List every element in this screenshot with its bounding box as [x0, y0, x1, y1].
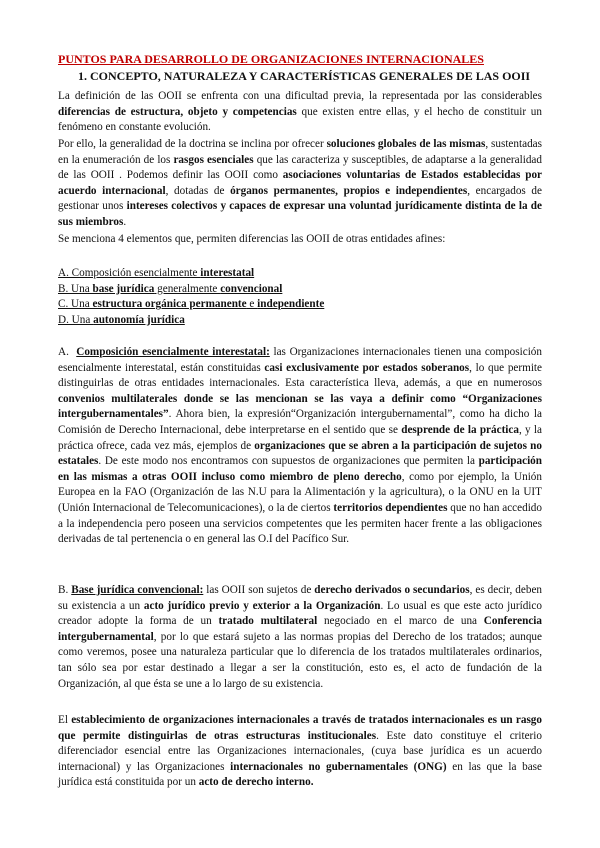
list-item: C. Una estructura orgánica permanente e independiente	[58, 298, 325, 311]
list-item: A. Composición esencialmente interestatal	[58, 267, 255, 279]
section-b: B. Base jurídica convencional: las OOII son sujetos de derecho derivados o secundarios, es decir, deben su existencia a un acto jurídico previo y exterior a la Organización. Lo usual es que este acto jurídico creador adopte la forma de un tratado multilateral negociado en el marco de una Conferencia intergubernamental, por lo que estará sujeto a las normas propias del Derecho de los tratados; aunque como veremos, posee una naturaleza particular que lo diferencia de los tratados multilaterales ordinarios, tan sólo sea por estar destinado a llegar a ser la constitución, esto es, el acto de fundación de la Organización, al que ésta se une a lo largo de su existencia.	[58, 584, 543, 690]
section-heading: 1. CONCEPTO, NATURALEZA Y CARACTERÍSTICAS GENERALES DE LAS OOII	[78, 69, 531, 83]
paragraph-definition: La definición de las OOII se enfrenta con una dificultad previa, la representada por las considerables diferencias de estructura, objeto y competencias que existen entre ellas, y el hecho de constituir un fenómeno en constante evolución.	[58, 90, 542, 134]
elements-list	[58, 266, 542, 328]
list-item: D. Una autonomía jurídica	[58, 313, 185, 326]
section-a: A. Composición esencialmente interestatal: las Organizaciones internacionales tienen una composición esencialmente interestatal, están constituidas casi exclusivamente por estados soberanos, lo que permite distinguirlas de otras entidades internacionales. Esta característica lleva, además, a que en numerosos convenios multilaterales donde se las mencionan se las vaya a definir como “Organizaciones intergubernamentales”. Ahora bien, la expresión“Organización intergubernamental”, como ha dicho la Comisión de Derecho Internacional, debe interpretarse en el sentido que se desprende de la práctica, y la práctica ofrece, cada vez más, ejemplos de organizaciones que se abren a la participación de sujetos no estatales. De este modo nos encontramos con supuestos de organizaciones que permiten la participación en las mismas a otras OOII incluso como miembro de pleno derecho, como por ejemplo, la Unión Europea en la FAO (Organización de las N.U para la Alimentación y la agricultura), o la ONU en la UIT (Unión Internacional de Telecomunicaciones), o la de ciertos territorios dependientes que no han accedido a la independencia pero poseen una servicios competentes que les permiten hacer frente a las obligaciones derivadas de tal pertenencia o en general las O.I del Pacífico Sur.	[58, 346, 542, 546]
section-b-heading: Base jurídica convencional:	[71, 584, 204, 596]
paragraph-doctrine: Por ello, la generalidad de la doctrina se inclina por ofrecer soluciones globales de las mismas, sustentadas en la enumeración de los rasgos esenciales que las caracteriza y susceptibles, de adaptarse a la generalidad de las OOII . Podemos definir las OOII como asociaciones voluntarias de Estados establecidas por acuerdo internacional, dotadas de órganos permanentes, propios e independientes, encargados de gestionar unos intereses colectivos y capaces de expresar una voluntad jurídicamente distinta de la de sus miembros.	[58, 138, 542, 228]
paragraph-elements-intro: Se menciona 4 elementos que, permiten diferencias las OOII de otras entidades afines:	[58, 233, 446, 245]
paragraph-establishment: El establecimiento de organizaciones internacionales a través de tratados internacionales es un rasgo que permite distinguirlas de otras estructuras institucionales. Este dato constituye el criterio diferenciador esencial entre las Organizaciones internacionales, (cuya base jurídica es un acuerdo internacional) y las Organizaciones internacionales no gubernamentales (ONG) en las que la base jurídica está constituida por un acto de derecho interno.	[58, 714, 542, 789]
list-item: B. Una base jurídica generalmente convencional	[58, 282, 283, 295]
section-a-heading: Composición esencialmente interestatal:	[76, 346, 270, 358]
document-title: PUNTOS PARA DESARROLLO DE ORGANIZACIONES INTERNACIONALES	[58, 52, 484, 66]
